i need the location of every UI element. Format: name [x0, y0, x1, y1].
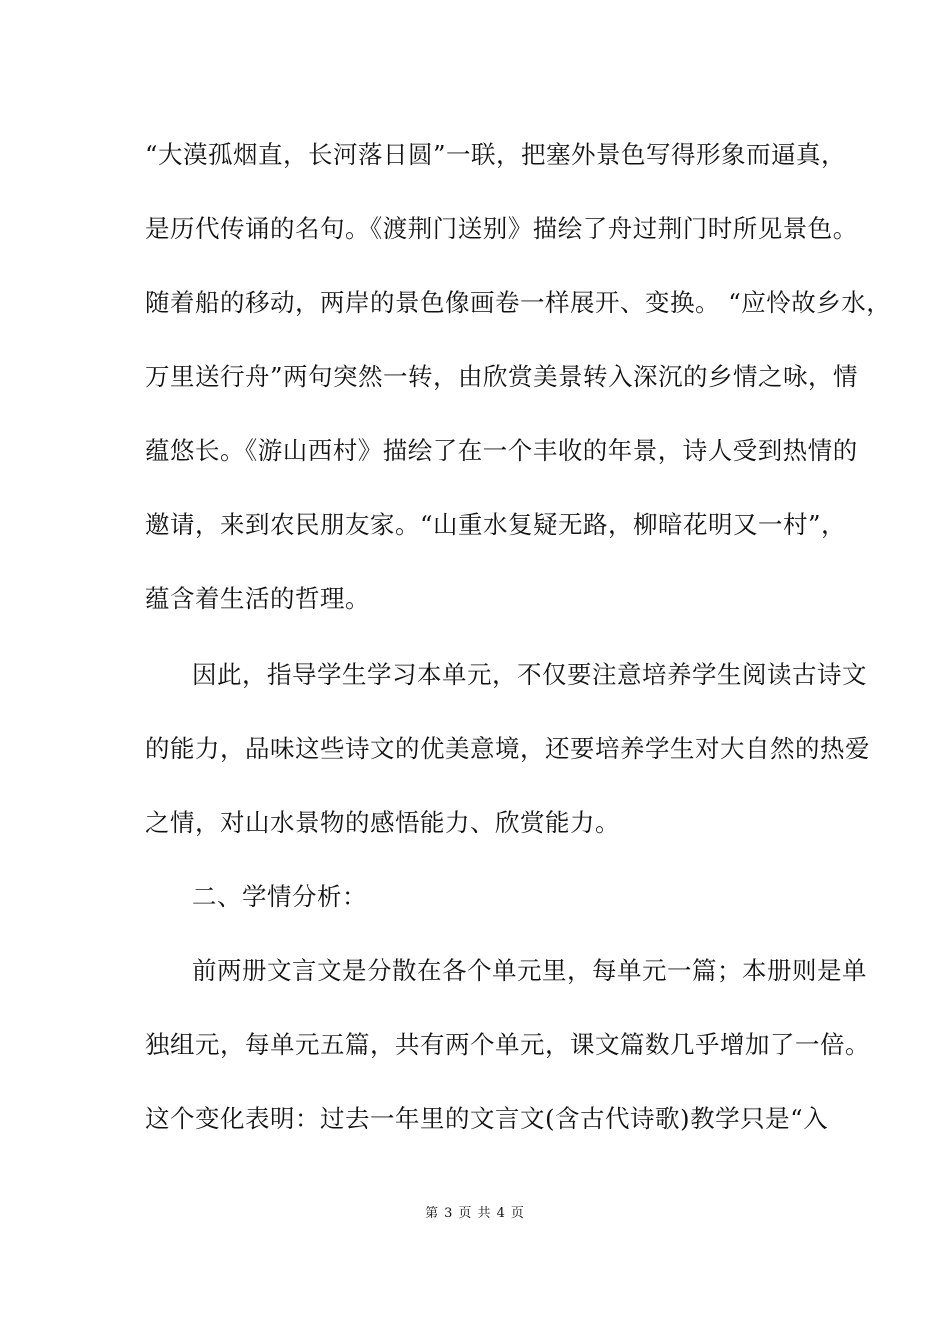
- footer-middle: 页 共: [458, 1206, 492, 1221]
- text-line-4: 万里送行舟”两句突然一转，由欣赏美景转入深沉的乡情之咏，情: [145, 362, 859, 391]
- section-heading: 二、学情分析：: [192, 882, 367, 911]
- footer-prefix: 第: [425, 1206, 440, 1221]
- text-line-9: 的能力，品味这些诗文的优美意境，还要培养学生对大自然的热爱: [145, 734, 870, 763]
- text-line-7: 蕴含着生活的哲理。: [145, 584, 370, 613]
- text-line-10: 之情，对山水景物的感悟能力、欣赏能力。: [145, 808, 620, 837]
- text-line-14: 这个变化表明：过去一年里的文言文(含古代诗歌)教学只是“入: [145, 1104, 829, 1133]
- text-line-1: “大漠孤烟直，长河落日圆”一联，把塞外景色写得形象而逼真，: [145, 140, 847, 169]
- total-pages-number: 4: [496, 1206, 506, 1221]
- footer-suffix: 页: [510, 1206, 525, 1221]
- text-line-8: 因此，指导学生学习本单元，不仅要注意培养学生阅读古诗文: [192, 660, 867, 689]
- page-footer: [0, 1206, 950, 1222]
- text-line-3: 随着船的移动，两岸的景色像画卷一样展开、变换。 “应怜故乡水，: [145, 288, 892, 317]
- text-line-2: 是历代传诵的名句。《渡荆门送别》描绘了舟过荆门时所见景色。: [145, 214, 858, 243]
- current-page-number: 3: [444, 1206, 454, 1221]
- text-line-13: 独组元，每单元五篇，共有两个单元，课文篇数几乎增加了一倍。: [145, 1030, 870, 1059]
- text-line-6: 邀请，来到农民朋友家。“山重水复疑无路，柳暗花明又一村”，: [145, 510, 847, 539]
- text-line-12: 前两册文言文是分散在各个单元里，每单元一篇；本册则是单: [192, 956, 867, 985]
- text-line-5: 蕴悠长。《游山西村》描绘了在一个丰收的年景，诗人受到热情的: [145, 436, 858, 465]
